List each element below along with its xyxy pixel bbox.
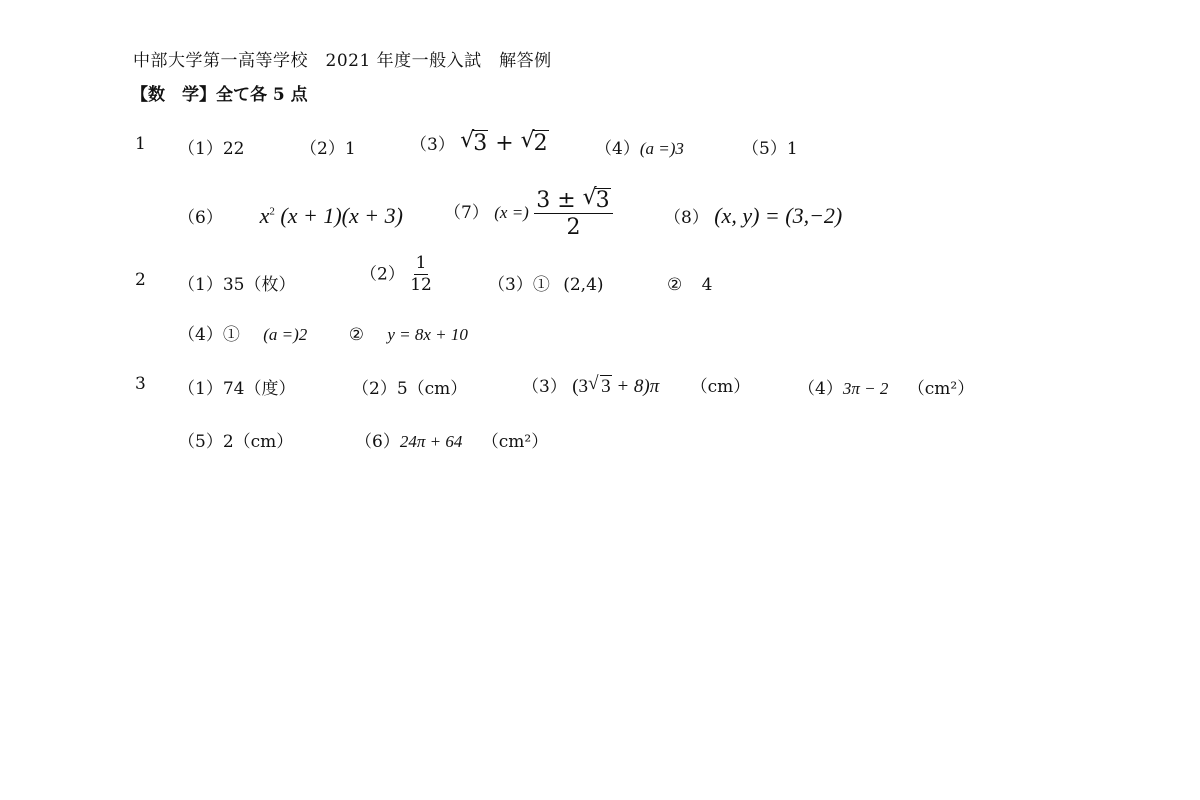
q1-part7-fraction: 3 ± √ 3 2 [534, 188, 612, 239]
question-1-number: 1 [135, 134, 146, 154]
q1-part4 [595, 134, 684, 159]
q1-part5-answer: 1 [786, 139, 798, 159]
q1-part8 [664, 203, 842, 229]
q3-part2-label: （2） [352, 379, 397, 399]
q1-part5 [742, 134, 798, 159]
q2-part2 [360, 255, 432, 295]
q1-part8-answer: (x, y) = (3,−2) [714, 203, 843, 228]
q1-part2-answer: 1 [344, 139, 356, 159]
q3-part1-answer: 74（度） [222, 379, 296, 399]
question-3-number: 3 [135, 374, 146, 394]
question-2-number: 2 [135, 270, 146, 290]
q2-part4-circle2: ② [348, 325, 364, 345]
q2-part1 [178, 270, 295, 295]
q1-part3-label: （3） [410, 135, 455, 155]
q2-part1-label: （1） [178, 275, 223, 295]
q3-part3 [522, 372, 750, 398]
q1-part1-answer: 22 [222, 139, 245, 159]
q2-part3-answer1: (2,4) [563, 275, 604, 295]
q1-part5-label: （5） [742, 139, 787, 159]
q1-part8-label: （8） [664, 208, 709, 228]
q3-part1-label: （1） [178, 379, 223, 399]
q2-part2-label: （2） [360, 264, 405, 285]
q1-part7-label: （7） [444, 203, 489, 224]
q3-part5-label: （5） [178, 432, 223, 452]
q2-part2-fraction: $\frac{1}{12}$ [410, 253, 432, 295]
q2-part4-label: （4） [178, 325, 223, 345]
q3-part3-unit: （cm） [690, 377, 751, 397]
q3-part4-answer: 3π − 2 [842, 379, 889, 398]
q1-part6 [178, 203, 403, 229]
q3-part6-unit: （cm²） [481, 432, 549, 452]
q3-part5 [178, 427, 293, 452]
q1-part1 [178, 134, 244, 159]
page-subtitle: 【数 学】全て各 5 点 [131, 85, 308, 105]
q3-part6-label: （6） [355, 432, 400, 452]
sqrt-symbol: √ 2 [520, 128, 548, 156]
q1-part1-label: （1） [178, 139, 223, 159]
q1-part7 [444, 185, 613, 241]
q3-part2-answer: 5（cm） [396, 379, 468, 399]
q3-part4 [798, 374, 974, 399]
q2-part3-circle2: ② [666, 275, 683, 295]
q1-part3-answer: √ 3 + √ 2 [460, 128, 548, 156]
sqrt-symbol: √ 3 [460, 128, 488, 156]
q1-part2-label: （2） [300, 139, 345, 159]
q3-part3-answer: (3 √ 3 + 8)π [572, 373, 660, 397]
q3-part6-answer: 24π + 64 [399, 432, 463, 451]
q1-part2 [300, 134, 356, 159]
q3-part5-answer: 2（cm） [222, 432, 294, 452]
q3-part6 [355, 427, 548, 452]
q3-part3-label: （3） [522, 377, 567, 397]
q2-part3-label: （3） [488, 275, 533, 295]
q3-part4-label: （4） [798, 379, 843, 399]
q1-part6-answer: $x^2$ (x + 1)(x + 3) [259, 203, 403, 228]
q3-part2 [352, 374, 467, 399]
q2-part3 [488, 270, 712, 295]
q2-part3-circle1: ① [532, 275, 550, 295]
q1-part4-answer: (a =)3 [639, 139, 684, 158]
q1-part7-prefix: (x =) [494, 203, 529, 223]
q3-part1 [178, 374, 295, 399]
q3-part4-unit: （cm²） [907, 379, 975, 399]
q1-part3 [410, 130, 549, 156]
q1-part4-label: （4） [595, 139, 640, 159]
q2-part3-answer2: 4 [701, 275, 713, 295]
q1-part6-label: （6） [178, 208, 223, 228]
q2-part4-answer2: y = 8x + 10 [387, 325, 468, 344]
q2-part1-answer: 35（枚） [222, 275, 296, 295]
q2-part4-circle1: ① [222, 325, 240, 345]
q2-part4 [178, 320, 468, 345]
q2-part4-answer1: (a =)2 [263, 325, 308, 344]
page-title: 中部大学第一高等学校 2021 年度一般入試 解答例 [133, 51, 552, 71]
